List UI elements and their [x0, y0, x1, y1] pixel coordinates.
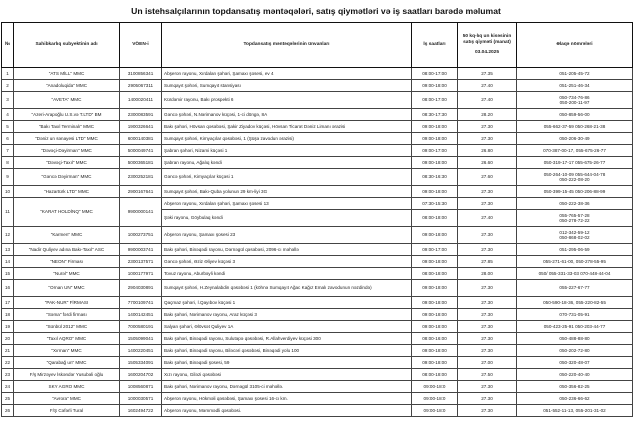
contact-numbers: 055-271-61-00, 050-278-55-95	[517, 256, 633, 268]
working-hours: 08:00-17:00	[412, 68, 458, 80]
table-row	[2, 109, 633, 121]
working-hours: 09:00-18:00	[412, 309, 458, 321]
price: 27.30	[458, 244, 517, 256]
company-name: "Qarabağ un" MMC	[14, 357, 120, 369]
address: Gəncə şəhəri, Kimyaçılar küçəsi 1	[162, 169, 412, 186]
working-hours: 09:00-18:00	[412, 227, 458, 244]
address: Sumqayıt şəhəri, Bakı-Quba yolunun 29 km-liyi 3G	[162, 186, 412, 198]
header-voen: VÖEN-i	[120, 23, 162, 68]
price: 27.30	[458, 333, 517, 345]
price: 27.40	[458, 210, 517, 227]
working-hours: 09:00-18:00	[412, 157, 458, 169]
working-hours: 07:30-15:30	[412, 198, 458, 210]
company-name: "Bakı Taxıl Terminalı" MMC	[14, 121, 120, 133]
table-row	[2, 169, 633, 186]
table-row	[2, 80, 633, 92]
company-name: "Taxıl AQRO" MMC	[14, 333, 120, 345]
row-number: 8	[2, 157, 14, 169]
working-hours: 08:00-18:00	[412, 210, 458, 227]
table-row	[2, 321, 633, 333]
voen-number: 2300137571	[120, 256, 162, 268]
price: 28.00	[458, 268, 517, 280]
row-number: 2	[2, 80, 14, 92]
voen-number: 1000273751	[120, 227, 162, 244]
company-name: "Hazartürk LTD" MMC	[14, 186, 120, 198]
contact-numbers: 050-734-76-86 050-200-11-97	[517, 92, 633, 109]
flour-producers-table	[1, 22, 633, 417]
company-name: "Nadir Quliyev adına Bakı-Taxıl" ASC	[14, 244, 120, 256]
working-hours: 09:00-18:0	[412, 381, 458, 393]
table-row	[2, 198, 633, 210]
address: Bakı şəhəri, Nərimanov rayonu, Dərnəgül 3105-ci məhəllə.	[162, 381, 412, 393]
row-number: 7	[2, 145, 14, 157]
address: Şabran rayonu, Ağalıq kəndi	[162, 157, 412, 169]
price: 28.20	[458, 109, 517, 121]
contact-numbers: 050-236-66-62	[517, 393, 633, 405]
table-row	[2, 68, 633, 80]
company-name: "Azeri-Arapoğlu U.S.və T.LTD" BM	[14, 109, 120, 121]
contact-numbers: 050/ 055-331-33-03 070-448-44-04	[517, 268, 633, 280]
row-number: 11	[2, 198, 14, 227]
voen-number: 1400020411	[120, 92, 162, 109]
price: 26.80	[458, 145, 517, 157]
contact-numbers: 050-488-88-80	[517, 333, 633, 345]
working-hours: 08:00-18:00	[412, 369, 458, 381]
row-number: 18	[2, 309, 14, 321]
row-number: 15	[2, 268, 14, 280]
working-hours: 08:00-18:00	[412, 268, 458, 280]
voen-number: 1400142451	[120, 309, 162, 321]
address: Abşeron rayonu, Xırdalan şəhəri, Şamaxı şosesi 13	[162, 198, 412, 210]
contact-numbers: 050-220-40-40	[517, 369, 633, 381]
row-number: 23	[2, 369, 14, 381]
price: 27.30	[458, 393, 517, 405]
contact-numbers: 050-319-17-17 055-675-26-77	[517, 157, 633, 169]
address: Gəncə şəhəri, Əziz Əliyev küçəsi 3	[162, 256, 412, 268]
price: 27.30	[458, 186, 517, 198]
row-number: 1	[2, 68, 14, 80]
document-title: Un istehsalçılarının topdansatış məntəqələri, satış qiymətləri və iş saatları barədə məlumat	[131, 6, 501, 16]
voen-number: 1008560871	[120, 381, 162, 393]
company-name: "Xırman" MMC	[14, 345, 120, 357]
working-hours: 09:00-17:00	[412, 145, 458, 157]
working-hours: 09:00-17:00	[412, 244, 458, 256]
table-row	[2, 92, 633, 109]
contact-numbers: 012-342-59-12 050-868-02-02	[517, 227, 633, 244]
row-number: 3	[2, 92, 14, 109]
voen-number: 1600204702	[120, 369, 162, 381]
company-name: F/Ş Cəfərli Tural	[14, 405, 120, 417]
contact-numbers: 050-202-72-80	[517, 345, 633, 357]
price: 27.40	[458, 92, 517, 109]
contact-numbers: 055-765-57-28 050-278-72-22	[517, 210, 633, 227]
company-name: "Səma" fərdi firması	[14, 309, 120, 321]
contact-numbers: 055-662-37-59 050-268-21-38	[517, 121, 633, 133]
price: 27.30	[458, 321, 517, 333]
header-price-date: 03.04.2025	[474, 49, 499, 55]
table-row	[2, 309, 633, 321]
table-row	[2, 381, 633, 393]
contact-numbers: 070-731-05-91	[517, 309, 633, 321]
price: 27.30	[458, 309, 517, 321]
working-hours: 08:00-17:00	[412, 92, 458, 109]
address: Abşeron rayonu, Hökməli qəsəbəsi, Şamaxı şosesi 16-cı km.	[162, 393, 412, 405]
working-hours: 08:30-17:30	[412, 109, 458, 121]
price: 27.30	[458, 405, 517, 417]
contact-numbers: 051-552-11-13, 055-201-31-02	[517, 405, 633, 417]
contact-numbers: 055-227-67-77	[517, 280, 633, 297]
address: Abşeron rayonu, Məmmədli qəsəbəsi.	[162, 405, 412, 417]
price: 27.30	[458, 133, 517, 145]
voen-number: 2300252181	[120, 169, 162, 186]
working-hours: 09:00-18:00	[412, 297, 458, 309]
price: 27.30	[458, 227, 517, 244]
working-hours: 09:00-18:0	[412, 393, 458, 405]
table-row	[2, 133, 633, 145]
address: Gəncə şəhəri, N.Nərimanov küçəsi, 1-ci döngə, 8A	[162, 109, 412, 121]
contact-numbers: 050-356-82-25	[517, 381, 633, 393]
price: 26.60	[458, 157, 517, 169]
contact-numbers: 050-423-25-91 050-203-44-77	[517, 321, 633, 333]
company-name: "KARAT HOLDİNQ" MMC	[14, 198, 120, 227]
table-row	[2, 186, 633, 198]
company-name: "ATS MİLL" MMC	[14, 68, 120, 80]
address: Tovuz rayonu, Aburbəyli kəndi	[162, 268, 412, 280]
working-hours: 09:00-18:0	[412, 405, 458, 417]
row-number: 14	[2, 256, 14, 268]
working-hours: 09:00-18:00	[412, 321, 458, 333]
header-price	[458, 23, 517, 68]
address: Bakı şəhəri, Binəqədi rayonu, Sulutəpə qəsəbəsi, R.Allahverdiyev küçəsi 300	[162, 333, 412, 345]
price: 27.35	[458, 68, 517, 80]
table-row	[2, 145, 633, 157]
price: 27.50	[458, 369, 517, 381]
contact-numbers: 050-590-18-36, 055-220-82-55	[517, 297, 633, 309]
price: 27.00	[458, 357, 517, 369]
table-row	[2, 333, 633, 345]
row-number: 21	[2, 345, 14, 357]
company-name: "Ornan UN" MMC	[14, 280, 120, 297]
company-name: "Nurəl" MMC	[14, 268, 120, 280]
price: 27.60	[458, 169, 517, 186]
address: Şabran şəhəri, Nizami küçəsi 1	[162, 145, 412, 157]
company-name: SKY AGRO MMC	[14, 381, 120, 393]
voen-number: 9900003741	[120, 244, 162, 256]
table-row	[2, 345, 633, 357]
company-name: "Karmen" MMC	[14, 227, 120, 244]
header-hours: İş saatları	[412, 23, 458, 68]
contact-numbers: 050-320-48-07	[517, 357, 633, 369]
price: 27.85	[458, 256, 517, 268]
price: 27.30	[458, 198, 517, 210]
contact-numbers: 050-206-30-49	[517, 133, 633, 145]
price: 27.30	[458, 381, 517, 393]
voen-number: 2904030891	[120, 280, 162, 297]
row-number: 9	[2, 169, 14, 186]
company-name: "NEON" Firması	[14, 256, 120, 268]
contact-numbers: 070-387-00-17, 055-675-26-77	[517, 145, 633, 157]
contact-numbers: 051-295-06-59	[517, 244, 633, 256]
voen-number: 1000177971	[120, 268, 162, 280]
company-name: "PAK-NUR" FİRMASI	[14, 297, 120, 309]
voen-number: 2900167641	[120, 186, 162, 198]
working-hours: 09:00-18:00	[412, 133, 458, 145]
row-number: 4	[2, 109, 14, 121]
table-row	[2, 268, 633, 280]
contact-numbers: 051-205-45-72	[517, 68, 633, 80]
company-name: "Avrora" MMC	[14, 393, 120, 405]
voen-number: 9900000141	[120, 198, 162, 227]
working-hours: 09:00-18:00	[412, 121, 458, 133]
row-number: 13	[2, 244, 14, 256]
working-hours: 09:00-18:00	[412, 345, 458, 357]
table-row	[2, 227, 633, 244]
voen-number: 1900326641	[120, 121, 162, 133]
row-number: 20	[2, 333, 14, 345]
contact-numbers: 050-859-56-00	[517, 109, 633, 121]
row-number: 16	[2, 280, 14, 297]
working-hours: 09:00-18:00	[412, 256, 458, 268]
contact-numbers: 051-251-46-34	[517, 80, 633, 92]
address: Sumqayıt şəhəri, H.Zeynalabdin qəsəbəsi 1 (köhnə Sumqayıt Ağac Kağız Emalı zavodunun nəzdində)	[162, 280, 412, 297]
address: Abşeron rayonu, Şamaxı şosesi 23	[162, 227, 412, 244]
voen-number: 2905067311	[120, 80, 162, 92]
price: 27.30	[458, 345, 517, 357]
contact-numbers: 050-399-15-45 050-206-88-99	[517, 186, 633, 198]
address: Xızı rayonu, Giləzi qəsəbəsi	[162, 369, 412, 381]
contact-numbers: 050-264-10-09 055-644-04-78 050-222-08-20	[517, 169, 633, 186]
company-name: "AVETA" MMC	[14, 92, 120, 109]
header-contacts: Əlaqə nömrələri	[517, 23, 633, 68]
voen-number: 6000140381	[120, 133, 162, 145]
voen-number: 7700109741	[120, 297, 162, 309]
address: Bakı şəhəri, Hövsan qəsəbəsi, Şakir Ziyadov küçəsi, Hövsan Ticarət Dəniz Limanı ərazisi	[162, 121, 412, 133]
address: Bakı şəhəri, Binəqədi şosesi, 59	[162, 357, 412, 369]
row-number: 25	[2, 393, 14, 405]
row-number: 22	[2, 357, 14, 369]
price: 27.30	[458, 280, 517, 297]
address: Abşeron rayonu, Xırdalan şəhəri, Şamaxı şosesi, ev 4	[162, 68, 412, 80]
header-name: Sahibkarlıq subyektinin adı	[14, 23, 120, 68]
voen-number: 1505334091	[120, 357, 162, 369]
row-number: 10	[2, 186, 14, 198]
voen-number: 5000365181	[120, 157, 162, 169]
row-number: 6	[2, 133, 14, 145]
table-row	[2, 297, 633, 309]
working-hours: 09:00-18:00	[412, 80, 458, 92]
row-number: 24	[2, 381, 14, 393]
voen-number: 2300083591	[120, 109, 162, 121]
table-row	[2, 157, 633, 169]
contact-numbers: 050-222-38-36	[517, 198, 633, 210]
voen-number: 1602494722	[120, 405, 162, 417]
address: Sumqayıt şəhəri, Sumqayıt stansiyası	[162, 80, 412, 92]
company-name: "Dəvəçi-Taxıl" MMC	[14, 157, 120, 169]
address: Bakı şəhəri, Binəqədi rayonu, Biləcəri qəsəbəsi, Binəqədi yolu 100	[162, 345, 412, 357]
table-row	[2, 393, 633, 405]
company-name: "Dəniz un sənayesi LTD" MMC	[14, 133, 120, 145]
header-price-label: 50 kq-lıq un kisəsinin satış qiyməti (manat)	[462, 34, 512, 46]
price: 27.30	[458, 297, 517, 309]
company-name: "Anadoluqida" MMC	[14, 80, 120, 92]
working-hours: 09:00-18:00	[412, 186, 458, 198]
working-hours: 08:30-16:30	[412, 169, 458, 186]
table-row	[2, 357, 633, 369]
header-num: №	[2, 23, 14, 68]
working-hours: 08:00-16:00	[412, 333, 458, 345]
table-header-row	[2, 23, 633, 68]
address: Bakı şəhəri, Binəqədi rayonu, Dərnəgül qəsəbəsi, 2096-cı məhəllə	[162, 244, 412, 256]
row-number: 12	[2, 227, 14, 244]
table-row	[2, 280, 633, 297]
address: Salyan şəhəri, Əlövsət Quliyev 1A	[162, 321, 412, 333]
working-hours: 09:00-18:00	[412, 357, 458, 369]
company-name: F/ş Mirzəyev İskəndər Yusubəli oğlu	[14, 369, 120, 381]
table-row	[2, 244, 633, 256]
address: Qaçmaz şəhəri, İ.Qayıbov küçəsi 1	[162, 297, 412, 309]
voen-number: 1505099041	[120, 333, 162, 345]
voen-number: 1000030571	[120, 393, 162, 405]
price: 27.30	[458, 121, 517, 133]
row-number: 5	[2, 121, 14, 133]
voen-number: 3100856341	[120, 68, 162, 80]
working-hours: 09:00-18:00	[412, 280, 458, 297]
company-name: "Sünbül 2012" MMC	[14, 321, 120, 333]
voen-number: 7000580191	[120, 321, 162, 333]
company-name: "Gəncə Dəyirman" MMC	[14, 169, 120, 186]
row-number: 26	[2, 405, 14, 417]
header-address: Topdansatış məntəqələrinin ünvanları	[162, 23, 412, 68]
voen-number: 5000049741	[120, 145, 162, 157]
table-row	[2, 256, 633, 268]
company-name: "Dəvəçi-Dəyirman" MMC	[14, 145, 120, 157]
address: Kürdəmir rayonu, Bakı prospekti 6	[162, 92, 412, 109]
table-row	[2, 405, 633, 417]
table-body	[2, 68, 633, 417]
address: Sumqayıt şəhəri, Kimyaçılar qəsəbəsi, 1 (Şüşə zavodun ərazisi)	[162, 133, 412, 145]
row-number: 19	[2, 321, 14, 333]
address: Bakı şəhəri, Nərimanov rayonu, Araz küçəsi 3	[162, 309, 412, 321]
voen-number: 1400220451	[120, 345, 162, 357]
row-number: 17	[2, 297, 14, 309]
table-row	[2, 369, 633, 381]
price: 27.40	[458, 80, 517, 92]
address: Şəki rayonu, Göybulaq kəndi	[162, 210, 412, 227]
table-row	[2, 121, 633, 133]
